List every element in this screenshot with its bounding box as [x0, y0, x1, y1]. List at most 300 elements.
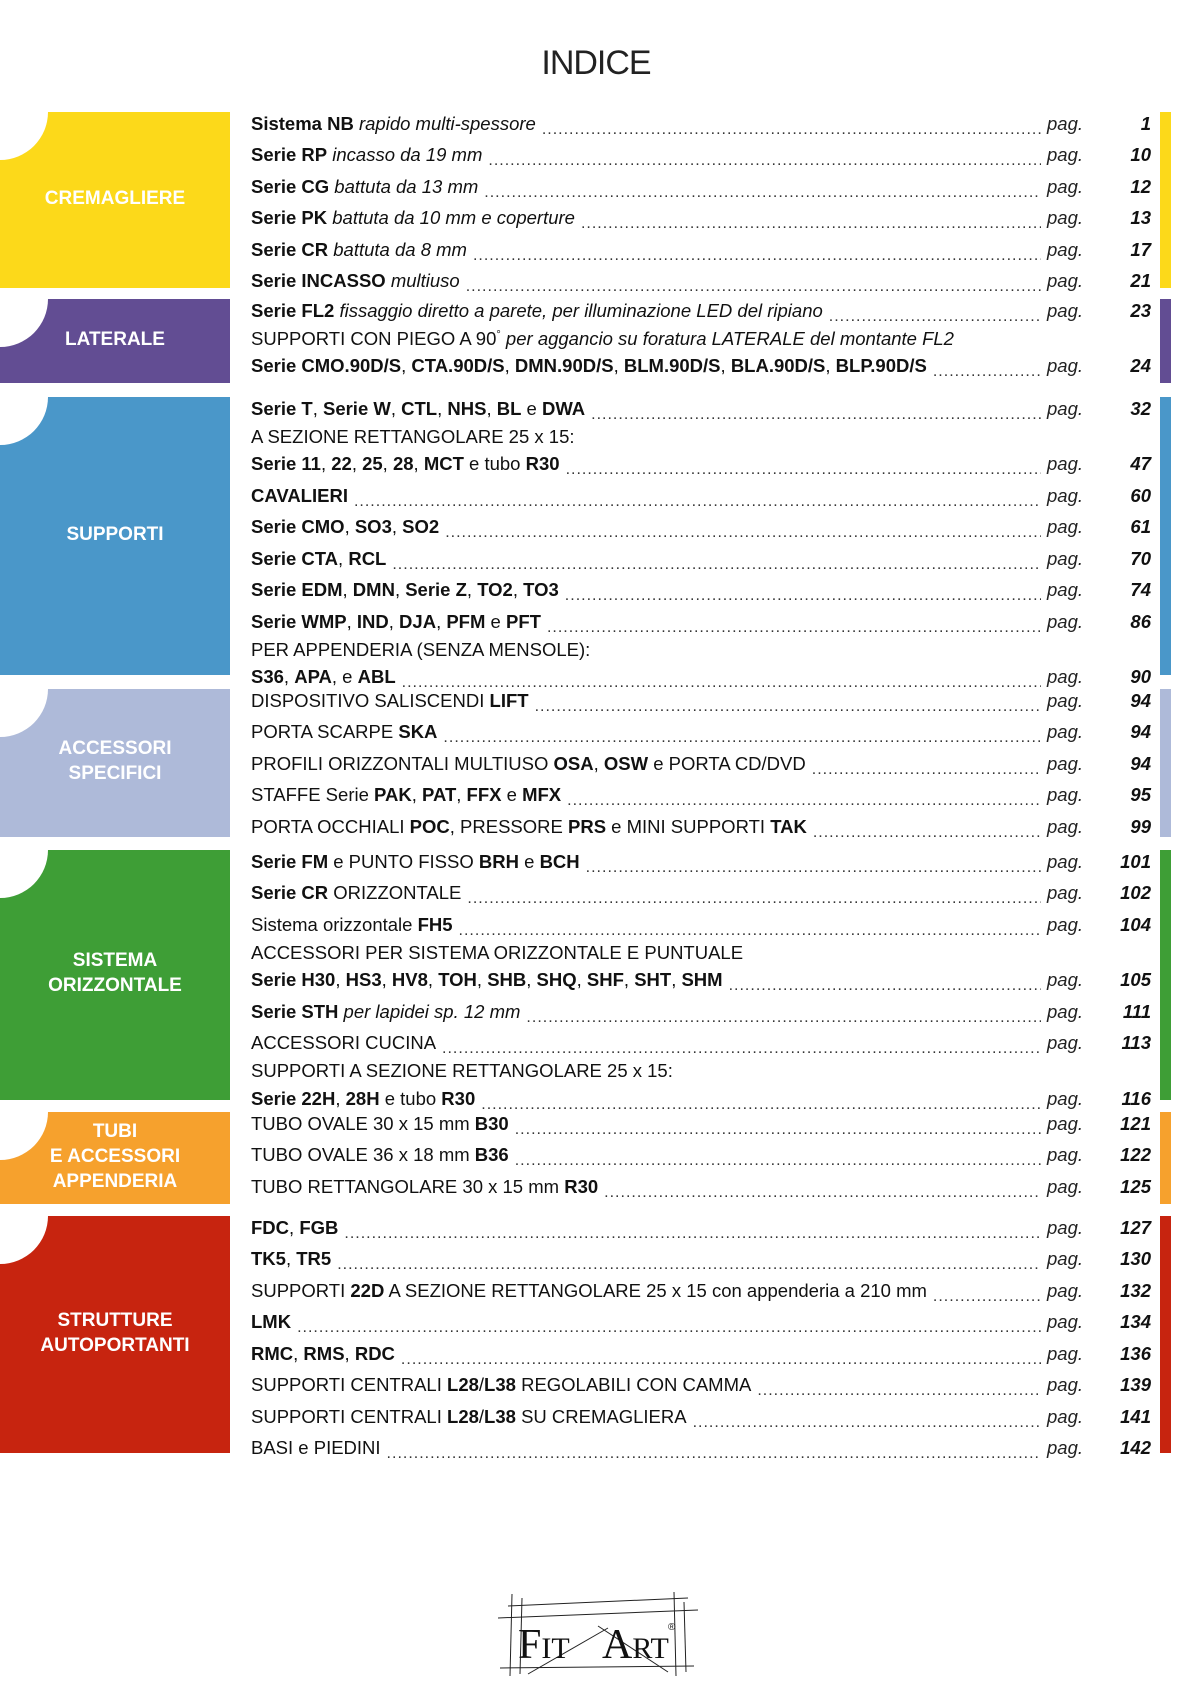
entry-heading-line	[251, 425, 1151, 449]
index-entry[interactable]	[251, 393, 1151, 425]
dot-leader	[586, 855, 1041, 874]
entry-text-part: SKA	[398, 721, 438, 743]
section-strutture	[0, 1216, 1192, 1459]
entry-title	[251, 239, 467, 261]
section-orizzontale	[0, 850, 1192, 1109]
page-prefix: pag.	[1047, 969, 1084, 991]
entry-text-part: PAK	[374, 784, 412, 806]
index-entry[interactable]	[251, 878, 1151, 910]
entry-text-part: REGOLABILI CON CAMMA	[515, 1374, 752, 1396]
entry-text-part: Serie T	[251, 397, 313, 419]
section-label: TUBI E ACCESSORI APPENDERIA	[49, 1120, 181, 1192]
page-number[interactable]: 142	[1120, 1437, 1151, 1459]
page-number[interactable]: 111	[1122, 1000, 1151, 1022]
page-number[interactable]: 116	[1121, 1087, 1151, 1109]
page-number[interactable]: 74	[1130, 579, 1151, 601]
entry-text-part: e tubo	[379, 1087, 442, 1109]
page-number[interactable]: 61	[1130, 516, 1151, 538]
page-number[interactable]: 94	[1130, 752, 1151, 774]
entry-heading-line	[251, 941, 1151, 965]
section-tab-laterale[interactable]	[0, 299, 230, 383]
entry-text-part: SHT	[634, 969, 672, 991]
page-prefix: pag.	[1047, 1112, 1084, 1134]
entry-line	[251, 1370, 1151, 1402]
dot-leader	[387, 1441, 1041, 1460]
entry-text-part: ,	[320, 453, 332, 475]
entry-title	[251, 753, 806, 775]
section-label: CREMAGLIERE	[44, 187, 186, 209]
entry-line	[251, 203, 1151, 235]
index-entry[interactable]	[251, 1212, 1151, 1244]
page-number[interactable]: 102	[1120, 882, 1151, 904]
entry-text-part: DMN.90D/S	[514, 355, 614, 377]
page-prefix: pag.	[1047, 1405, 1084, 1427]
dot-leader	[466, 274, 1041, 293]
entry-text-part: ,	[437, 397, 448, 419]
section-tab-strutture[interactable]	[0, 1216, 230, 1453]
entry-text-part: ,	[351, 453, 363, 475]
section-tab-supporti[interactable]	[0, 397, 230, 675]
page-number[interactable]: 13	[1130, 207, 1151, 229]
page-number[interactable]: 70	[1130, 547, 1151, 569]
tab-corner-cutout	[0, 397, 48, 445]
entry-line	[251, 1307, 1151, 1339]
entry-text-part: SO3	[354, 516, 392, 538]
dot-leader	[567, 788, 1041, 807]
dot-leader	[693, 1410, 1041, 1429]
page-prefix: pag.	[1047, 784, 1084, 806]
entry-text-part: APA	[294, 666, 332, 688]
entry-text-part: HV8	[391, 969, 428, 991]
tab-corner-cutout	[0, 299, 48, 347]
index-entry[interactable]	[251, 295, 1151, 327]
page-prefix: pag.	[1047, 913, 1084, 935]
entry-text-part: Serie INCASSO	[251, 270, 386, 292]
index-entry[interactable]	[251, 1370, 1151, 1402]
entry-line	[251, 685, 1151, 717]
entry-text-part: A SEZIONE RETTANGOLARE 25 x 15 con appenderia a 210 mm	[384, 1279, 927, 1301]
page-number[interactable]: 21	[1130, 270, 1151, 292]
index-entry[interactable]	[251, 1433, 1151, 1465]
page-prefix: pag.	[1047, 1342, 1084, 1364]
index-entry[interactable]	[251, 717, 1151, 749]
entry-title	[251, 1176, 598, 1198]
page-number[interactable]: 113	[1121, 1032, 1151, 1054]
entry-text-part: Serie EDM	[251, 579, 343, 601]
entry-text-part: e PUNTO FISSO	[328, 850, 479, 872]
entry-text-part: SUPPORTI CENTRALI	[251, 1374, 448, 1396]
entry-title	[251, 721, 437, 743]
page-number[interactable]: 95	[1130, 784, 1151, 806]
entry-text-part: Serie PK	[251, 207, 328, 229]
page-number[interactable]: 10	[1130, 144, 1151, 166]
index-entry[interactable]	[251, 846, 1151, 878]
index-entry[interactable]	[251, 1338, 1151, 1370]
entry-title	[251, 176, 478, 198]
page-number[interactable]: 17	[1130, 238, 1151, 260]
entry-text-part: MFX	[522, 784, 562, 806]
entry-text-part: PROFILI ORIZZONTALI MULTIUSO	[251, 752, 554, 774]
entry-text-part: OSA	[553, 752, 594, 774]
index-entry[interactable]	[251, 108, 1151, 140]
entry-title	[251, 611, 541, 633]
entry-line	[251, 846, 1151, 878]
page-prefix: pag.	[1047, 238, 1084, 260]
page-prefix: pag.	[1047, 1144, 1084, 1166]
page-title: INDICE	[541, 44, 651, 82]
entry-text-part: ,	[401, 355, 412, 377]
entry-line	[251, 1028, 1151, 1060]
entry-text-part: Serie FL2	[251, 299, 335, 321]
dot-leader	[566, 457, 1041, 476]
section-tab-tubi[interactable]	[0, 1112, 230, 1204]
entry-text-part: ,	[613, 355, 624, 377]
entry-text-part: CTA.90D/S	[411, 355, 505, 377]
entry-text-part: SUPPORTI CENTRALI	[251, 1405, 448, 1427]
page-number[interactable]: 141	[1120, 1405, 1151, 1427]
dot-leader	[542, 117, 1041, 136]
entry-text-part: e	[518, 850, 540, 872]
entry-title	[251, 300, 823, 322]
entry-text-part: ,	[825, 355, 836, 377]
entry-text-part: ,	[720, 355, 731, 377]
dot-leader	[401, 1347, 1041, 1366]
entry-heading	[251, 942, 743, 964]
index-entry[interactable]	[251, 606, 1151, 638]
entry-text-part: ,	[427, 969, 439, 991]
section-label: STRUTTURE AUTOPORTANTI	[40, 1309, 190, 1356]
index-entry[interactable]	[251, 685, 1151, 717]
entry-text-part: TK5	[251, 1248, 286, 1270]
entry-text-part: e	[501, 784, 523, 806]
entry-text-part: OSW	[603, 752, 649, 774]
entry-text-part: Serie CR	[251, 238, 329, 260]
page-number[interactable]: 86	[1130, 610, 1151, 632]
page-prefix: pag.	[1047, 397, 1084, 419]
entry-text-part: ,	[335, 1087, 346, 1109]
page-number[interactable]: 101	[1120, 850, 1151, 872]
entry-text-part: ,	[312, 397, 323, 419]
index-entry[interactable]	[251, 1171, 1151, 1203]
index-entry[interactable]	[251, 811, 1151, 843]
entry-title	[251, 816, 807, 838]
dot-leader	[729, 973, 1041, 992]
entry-text-part: ,	[381, 969, 392, 991]
dot-leader	[442, 1036, 1041, 1055]
entry-text-part: /	[478, 1405, 485, 1427]
index-entry[interactable]	[251, 909, 1151, 941]
index-entry[interactable]	[251, 996, 1151, 1028]
page-number[interactable]: 104	[1120, 913, 1151, 935]
index-entry[interactable]	[251, 780, 1151, 812]
dot-leader	[354, 489, 1041, 508]
index-entry[interactable]	[251, 425, 1151, 481]
page-number[interactable]: 122	[1120, 1144, 1151, 1166]
entry-text-part: NHS	[447, 397, 487, 419]
entry-text-part: ,	[476, 969, 488, 991]
entry-text-part: POC	[409, 815, 450, 837]
entry-line	[251, 1401, 1151, 1433]
entry-text-part: e	[485, 610, 506, 632]
dot-leader	[933, 359, 1041, 378]
index-entry[interactable]	[251, 1108, 1151, 1140]
entry-line	[251, 449, 1151, 481]
section-color-bar	[1160, 1112, 1171, 1204]
index-entry[interactable]	[251, 1140, 1151, 1172]
entry-line	[251, 480, 1151, 512]
section-entries	[251, 393, 1151, 693]
entry-line	[251, 748, 1151, 780]
entry-text-part: ,	[486, 397, 497, 419]
index-entry[interactable]	[251, 1275, 1151, 1307]
entry-title	[251, 355, 927, 377]
entry-title	[251, 1374, 751, 1396]
entry-text-part: TAK	[770, 815, 807, 837]
section-color-bar	[1160, 850, 1171, 1100]
page-number[interactable]: 1	[1140, 112, 1151, 134]
entry-text-part: ,	[411, 784, 422, 806]
entry-text-part: ,	[512, 579, 524, 601]
page-prefix: pag.	[1047, 666, 1084, 688]
section-laterale	[0, 299, 1192, 383]
entry-line	[251, 108, 1151, 140]
entry-title	[251, 579, 559, 601]
entry-text-part: FDC	[251, 1216, 290, 1238]
entry-line	[251, 351, 1151, 383]
entry-heading	[251, 1060, 673, 1082]
page-number[interactable]: 136	[1120, 1342, 1151, 1364]
entry-title	[251, 969, 723, 991]
page-number[interactable]: 12	[1130, 175, 1151, 197]
entry-text-part: ORIZZONTALE	[328, 882, 462, 904]
section-label: LATERALE	[65, 328, 165, 350]
entry-text-part: e tubo	[463, 453, 526, 475]
index-entry[interactable]	[251, 1244, 1151, 1276]
dot-leader	[933, 1284, 1041, 1303]
section-color-bar	[1160, 689, 1171, 837]
page-prefix: pag.	[1047, 516, 1084, 538]
page-prefix: pag.	[1047, 1087, 1084, 1109]
entry-title	[251, 1248, 331, 1270]
entry-text-part: BASI e PIEDINI	[251, 1437, 381, 1459]
page-number[interactable]: 60	[1130, 484, 1151, 506]
entry-title	[251, 207, 575, 229]
index-entry[interactable]	[251, 941, 1151, 997]
entry-line	[251, 1212, 1151, 1244]
entry-text-part: per lapidei sp. 12 mm	[343, 1000, 521, 1022]
entry-text-part: Sistema NB	[251, 112, 354, 134]
entry-text-part: per aggancio su foratura LATERALE del montante FL2	[500, 327, 954, 349]
dot-leader	[812, 757, 1041, 776]
section-entries	[251, 295, 1151, 382]
page-number[interactable]: 134	[1120, 1311, 1151, 1333]
entry-text-part: 28H	[345, 1087, 380, 1109]
entry-text-part: TO3	[523, 579, 559, 601]
page-number[interactable]: 94	[1130, 721, 1151, 743]
dot-leader	[604, 1180, 1041, 1199]
entry-text-part: RDC	[354, 1342, 395, 1364]
entry-title	[251, 548, 386, 570]
page-number[interactable]: 23	[1130, 299, 1151, 321]
dot-leader	[337, 1252, 1041, 1271]
index-entry[interactable]	[251, 1059, 1151, 1115]
entry-line	[251, 1244, 1151, 1276]
entry-heading-line	[251, 638, 1151, 662]
entry-text-part: HS3	[345, 969, 382, 991]
entry-text-part: BRH	[478, 850, 519, 872]
entry-text-part: ,	[576, 969, 587, 991]
index-entry[interactable]	[251, 748, 1151, 780]
entry-line	[251, 1338, 1151, 1370]
entry-heading	[251, 328, 954, 350]
page-prefix: pag.	[1047, 815, 1084, 837]
entry-text-part: TUBO OVALE 36 x 18 mm	[251, 1144, 475, 1166]
page-prefix: pag.	[1047, 175, 1084, 197]
entry-title	[251, 144, 482, 166]
section-label: SUPPORTI	[66, 523, 164, 545]
entry-line	[251, 1140, 1151, 1172]
page-number[interactable]: 139	[1120, 1374, 1151, 1396]
section-entries	[251, 685, 1151, 843]
page-number[interactable]: 121	[1120, 1112, 1151, 1134]
entry-heading	[251, 426, 575, 448]
dot-leader	[581, 211, 1041, 230]
entry-text-part: ABL	[357, 666, 396, 688]
page-prefix: pag.	[1047, 1000, 1084, 1022]
entry-text-part: battuta da 8 mm	[333, 238, 467, 260]
index-entry[interactable]	[251, 171, 1151, 203]
entry-line	[251, 811, 1151, 843]
entry-text-part: L38	[484, 1405, 516, 1427]
dot-leader	[443, 725, 1041, 744]
entry-text-part: L28	[447, 1405, 479, 1427]
page-number[interactable]: 132	[1120, 1279, 1151, 1301]
index-entry[interactable]	[251, 1307, 1151, 1339]
section-supporti	[0, 397, 1192, 688]
entry-text-part: Serie Z	[405, 579, 467, 601]
section-entries	[251, 1108, 1151, 1203]
entry-heading-line	[251, 1059, 1151, 1083]
logo-art-text: ART	[602, 1622, 669, 1668]
entry-text-part: Serie 22H	[251, 1087, 336, 1109]
page-number[interactable]: 130	[1120, 1248, 1151, 1270]
page-number[interactable]: 99	[1130, 815, 1151, 837]
entry-line	[251, 878, 1151, 910]
entry-text-part: ,	[526, 969, 537, 991]
page-number[interactable]: 125	[1120, 1175, 1151, 1197]
entry-line	[251, 575, 1151, 607]
dot-leader	[392, 552, 1041, 571]
entry-line	[251, 1171, 1151, 1203]
page-number[interactable]: 47	[1130, 453, 1151, 475]
index-entry[interactable]	[251, 575, 1151, 607]
page-number[interactable]: 90	[1130, 666, 1151, 688]
tab-corner-cutout	[0, 112, 48, 160]
entry-title	[251, 784, 561, 806]
entry-line	[251, 295, 1151, 327]
entry-text-part: Serie W	[322, 397, 391, 419]
dot-leader	[535, 694, 1041, 713]
dot-leader	[515, 1148, 1041, 1167]
page-number[interactable]: 127	[1120, 1216, 1151, 1238]
page-prefix: pag.	[1047, 1311, 1084, 1333]
tab-corner-cutout	[0, 1216, 48, 1264]
entry-text-part: BLA.90D/S	[730, 355, 826, 377]
entry-text-part: 25	[362, 453, 383, 475]
entry-text-part: R30	[525, 453, 560, 475]
entry-line	[251, 909, 1151, 941]
entry-line	[251, 140, 1151, 172]
page-number[interactable]: 24	[1130, 355, 1151, 377]
entry-text-part: battuta da 13 mm	[334, 175, 479, 197]
page-number[interactable]: 105	[1120, 969, 1151, 991]
section-tab-orizzontale[interactable]	[0, 850, 230, 1100]
entry-text-part: ,	[382, 453, 393, 475]
index-entry[interactable]	[251, 543, 1151, 575]
section-tab-accessori[interactable]	[0, 689, 230, 837]
index-entry[interactable]	[251, 203, 1151, 235]
entry-line	[251, 543, 1151, 575]
entry-text-part: L28	[447, 1374, 479, 1396]
entry-text-part: , PRESSORE	[449, 815, 568, 837]
index-entry[interactable]	[251, 234, 1151, 266]
dot-leader	[297, 1315, 1041, 1334]
tab-corner-cutout	[0, 689, 48, 737]
page-prefix: pag.	[1047, 112, 1084, 134]
entry-text-part: e	[521, 397, 542, 419]
entry-text-part: LIFT	[489, 689, 529, 711]
entry-text-part: PRS	[568, 815, 607, 837]
page-number[interactable]: 32	[1130, 397, 1151, 419]
index-entry[interactable]	[251, 140, 1151, 172]
section-color-bar	[1160, 1216, 1171, 1453]
index-entry[interactable]	[251, 1028, 1151, 1060]
entry-line	[251, 1275, 1151, 1307]
section-entries	[251, 846, 1151, 1115]
entry-text-part: ,	[593, 752, 604, 774]
entry-line	[251, 996, 1151, 1028]
entry-line	[251, 171, 1151, 203]
section-tab-cremagliere[interactable]	[0, 112, 230, 288]
section-label: SISTEMA ORIZZONTALE	[48, 950, 182, 996]
entry-title	[251, 1144, 509, 1166]
entry-text-part: Serie H30	[251, 969, 336, 991]
entry-text-part: Sistema orizzontale	[251, 913, 418, 935]
index-entry[interactable]	[251, 266, 1151, 298]
page-number[interactable]: 94	[1130, 689, 1151, 711]
page-prefix: pag.	[1047, 1032, 1084, 1054]
entry-text-part: Serie CMO	[251, 516, 345, 538]
entry-text-part: e PORTA CD/DVD	[648, 752, 806, 774]
dot-leader	[467, 886, 1041, 905]
entry-text-part: BLM.90D/S	[623, 355, 721, 377]
section-color-bar	[1160, 112, 1171, 288]
index-entry[interactable]	[251, 1401, 1151, 1433]
entry-text-part: ,	[293, 1342, 304, 1364]
page-prefix: pag.	[1047, 721, 1084, 743]
dot-leader	[526, 1005, 1041, 1024]
index-entry[interactable]	[251, 512, 1151, 544]
entry-title	[251, 1088, 475, 1110]
entry-text-part: SHQ	[536, 969, 577, 991]
entry-text-part: Serie CTA	[251, 547, 339, 569]
entry-text-part: A SEZIONE RETTANGOLARE 25 x 15:	[251, 425, 575, 447]
page-prefix: pag.	[1047, 453, 1084, 475]
dot-leader	[459, 918, 1041, 937]
index-entry[interactable]	[251, 327, 1151, 383]
index-entry[interactable]	[251, 480, 1151, 512]
dot-leader	[488, 148, 1041, 167]
